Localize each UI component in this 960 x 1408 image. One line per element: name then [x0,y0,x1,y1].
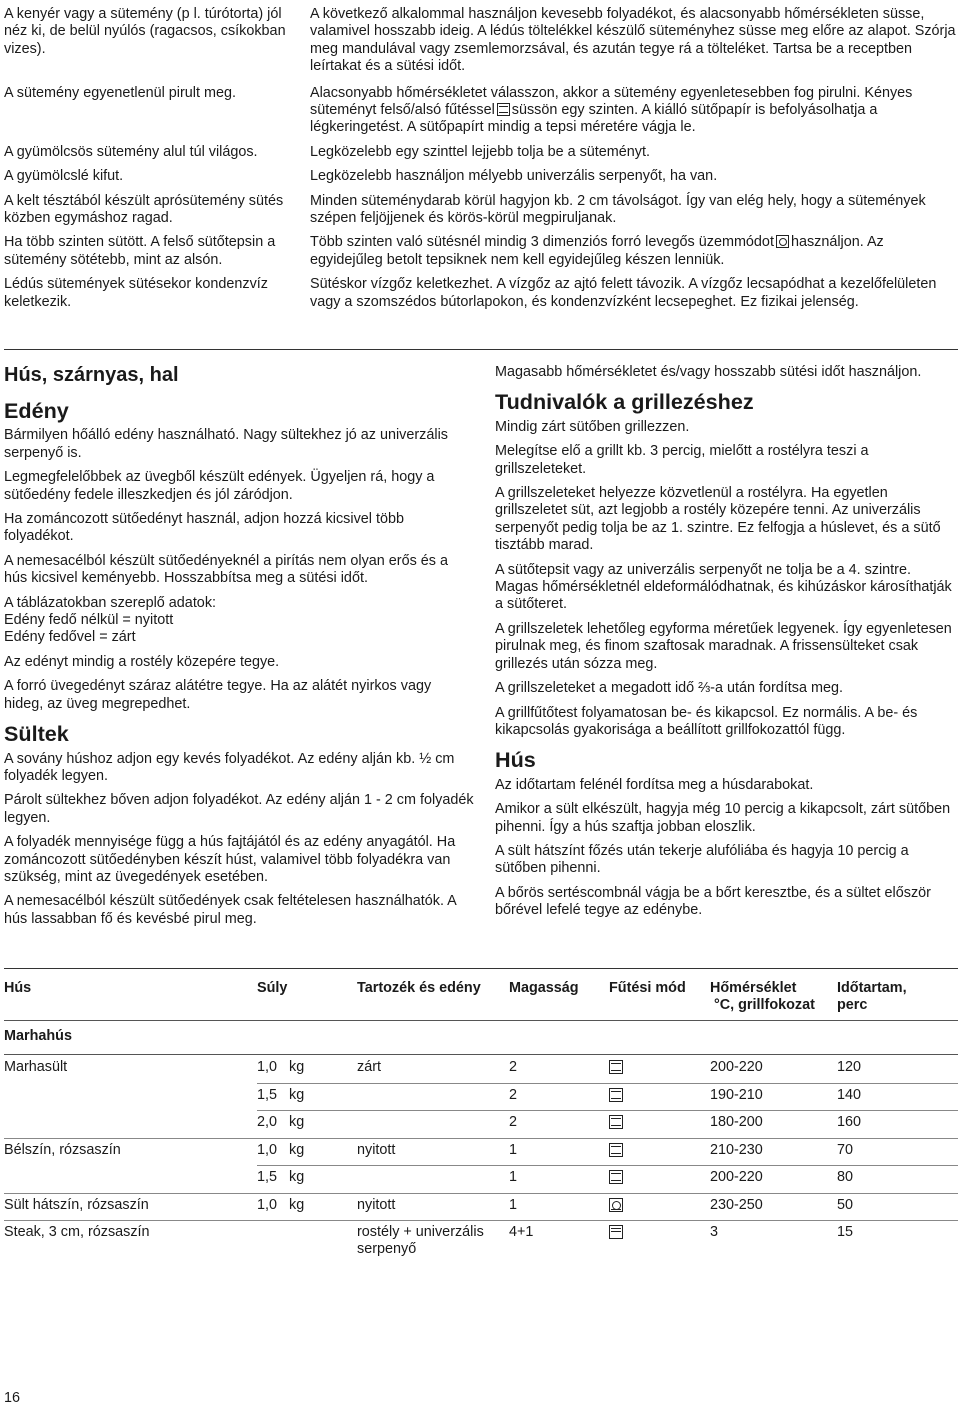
table-row [4,1138,958,1166]
cell-level: 1 [509,1196,518,1213]
table-row [4,1110,958,1138]
paragraph: Legmegfelelőbbek az üvegből készült edények. Ügyeljen rá, hogy a sütőedény fedele illeszkedjen és jól záródjon. [4,469,435,503]
left-column [4,362,474,935]
subheading-hus: Hús [495,747,536,773]
cell-duration: 120 [837,1059,862,1075]
header-level: Magasság [509,980,579,996]
paragraph: A grillszeleteket a megadott idő ⅔-a után fordítsa meg. [495,680,843,697]
table-header [4,980,958,1020]
trouble-row [4,144,958,161]
accessory-text: serpenyő [357,1241,417,1258]
paragraph: Az időtartam felénél fordítsa meg a húsdarabokat. [495,776,814,793]
trouble-row [4,6,958,76]
cell-meat: Marhasült [4,1059,68,1075]
table-row [4,1083,958,1111]
cell-duration: 140 [837,1086,862,1103]
weight-value: 2,0 [257,1114,278,1130]
hot-air-3d-icon [776,235,789,248]
convection-grill-icon [609,1198,623,1212]
cell-duration: 15 [837,1224,854,1240]
remedy-text: Alacsonyabb hőmérsékletet válasszon, akkor a sütemény egyenletesebben fog pirulni. Kényes süteményt felső/alsó fűtéssel [310,84,913,119]
paragraph: A bőrös sertéscombnál vágja be a bőrt keresztbe, és a sültet először bőrével lefelé tegye az edénybe. [495,884,931,919]
remedy-text: használjon. Az egyidejűleg betolt tepsiknek nem kell egyidejűleg készen lenniük. [310,234,884,268]
group-label: Marhahús [4,1028,72,1044]
cell-temperature: 200-220 [710,1059,763,1075]
cell-temperature: 190-210 [710,1086,763,1103]
cooking-table [4,980,958,1262]
section-title: Hús, szárnyas, hal [4,364,179,386]
top-bottom-heat-icon [609,1115,623,1129]
trouble-row [4,276,958,311]
paragraph: Amikor a sült elkészült, hagyja még 10 percig a kikapcsolt, zárt sütőben pihenni. Így a hús szaftja jobban eloszlik. [495,801,951,835]
cell-heating-mode [609,1142,709,1159]
trouble-remedy [310,234,958,269]
paragraph: A grillfűtőtest folyamatosan be- és kikapcsol. Ez normális. A be- és kikapcsolás gyakorisága a beállított grillfokozattól függ. [495,704,918,738]
cell-duration: 80 [837,1169,854,1185]
top-bottom-heat-icon [609,1088,623,1102]
top-bottom-heat-icon [497,103,510,116]
cell-heating-mode [609,1087,709,1104]
table-row [4,1165,958,1193]
paragraph: A forró üvegedényt száraz alátétre tegye. Ha az alátét nyirkos vagy hideg, az üveg megrepedhet. [4,678,432,712]
accessory-text: zárt [357,1059,381,1075]
header-duration: Időtartam, perc [837,980,907,1014]
weight-unit: kg [289,1141,305,1158]
accessory-text: nyitott [357,1196,396,1213]
weight-value: 1,5 [257,1086,278,1103]
paragraph: Edény fedő nélkül = nyitott [4,612,174,629]
table-group-row [4,1021,958,1054]
cell-weight [257,1224,355,1241]
table-top-rule [4,968,958,969]
cell-heating-mode [609,1114,709,1131]
weight-value: 1,5 [257,1169,278,1185]
weight-value: 1,0 [257,1141,278,1158]
accessory-text: rostély + univerzális [357,1224,484,1240]
remedy-text: Több szinten való sütésnél mindig 3 dimenziós forró levegős üzemmódot [310,234,774,251]
trouble-cause: A kenyér vagy a sütemény (p l. túrótorta) jól néz ki, de belül nyúlós (ragacsos, csíkokban vizes). [4,6,286,57]
cell-heating-mode [609,1224,709,1241]
trouble-row [4,234,958,269]
trouble-remedy [310,85,958,137]
paragraph: Magasabb hőmérsékletet és/vagy hosszabb sütési időt használjon. [495,364,922,380]
weight-value: 1,0 [257,1196,278,1213]
cell-weight [257,1197,355,1214]
paragraph: Bármilyen hőálló edény használható. Nagy sültekhez jó az univerzális serpenyő is. [4,427,448,461]
page-number: 16 [4,1390,21,1406]
trouble-remedy: A következő alkalommal használjon kevesebb folyadékot, és alacsonyabb hőmérsékleten süsse, valamivel hosszabb ideig. A lédús töltelékkel készülő süteményhez süsse meg előre az alapot. Szórja meg mandulával vagy zsemlemorzsával, és azután tegye rá a tölteléket. Tartsa be a receptben leírtakat és a sütési időt. [310,6,956,75]
header-heating-mode: Fűtési mód [609,980,686,996]
cell-meat: Steak, 3 cm, rózsaszín [4,1224,150,1240]
paragraph: Ha zománcozott sütőedényt használ, adjon hozzá kicsivel több folyadékot. [4,511,404,545]
cell-weight [257,1059,355,1076]
cell-level: 1 [509,1141,518,1158]
paragraph: Edény fedővel = zárt [4,629,136,646]
trouble-cause: Ha több szinten sütött. A felső sütőtepsin a sütemény sötétebb, mint az alsón. [4,234,276,268]
cell-temperature: 210-230 [710,1141,763,1158]
paragraph: A nemesacélból készült sütőedények csak feltételesen használhatók. A hús lassabban fő és kevésbé pirul meg. [4,893,456,927]
row-divider [4,1220,958,1221]
paragraph: A sütőtepsit vagy az univerzális serpenyőt ne tolja be a 4. szintre. Magas hőmérsékletnél eldeformálódhatnak, és kihúzáskor károsíthatják a sütőteret. [495,561,952,613]
trouble-row [4,193,958,228]
troubleshooting-table [4,6,958,311]
trouble-cause: A gyümölcsös sütemény alul túl világos. [4,143,258,160]
cell-level: 2 [509,1059,518,1075]
trouble-cause: A gyümölcslé kifut. [4,168,124,185]
cell-temperature: 230-250 [710,1196,763,1213]
top-bottom-heat-icon [609,1143,623,1157]
row-divider [257,1165,958,1166]
row-divider [257,1110,958,1111]
cell-accessory [357,1197,507,1214]
header-meat: Hús [4,980,32,996]
trouble-cause: A kelt tésztából készült aprósütemény sütés közben egymáshoz ragad. [4,192,284,227]
weight-value: 1,0 [257,1059,278,1075]
trouble-remedy: Legközelebb egy szinttel lejjebb tolja be a süteményt. [310,143,650,160]
table-row [4,1193,958,1221]
paragraph: A grillszeletek lehetőleg egyforma méretűek legyenek. Így egyenletesen pirulnak meg, és finom szaftosak maradnak. A frissensülteket csak grillezés után sózza meg. [495,620,952,672]
cell-weight [257,1087,355,1104]
cell-temperature: 180-200 [710,1114,763,1130]
paragraph: A folyadék mennyisége függ a hús fajtájától és az edény anyagától. Ha zománcozott sütőedényben készít húst, valamivel több folyadékra van szükség, mint az üvegedények esetében. [4,834,456,885]
subheading-sultek: Sültek [4,721,69,747]
header-temperature: Hőmérséklet °C, grillfokozat [710,980,815,1014]
table-row [4,1220,958,1262]
paragraph: Melegítse elő a grillt kb. 3 percig, mielőtt a rostélyra teszi a grillszeleteket. [495,443,869,477]
cell-weight [257,1142,355,1159]
trouble-remedy: Minden süteménydarab körül hagyjon kb. 2 cm távolságot. Így van elég hely, hogy a sütemények szépen feljöjjenek és körös-körül megpiruljanak. [310,192,926,227]
trouble-remedy: Legközelebb használjon mélyebb univerzális serpenyőt, ha van. [310,168,718,185]
paragraph: A sült hátszínt főzés után tekerje alufóliába és hagyja 10 percig a sütőben pihenni. [495,842,909,877]
cell-level: 2 [509,1086,518,1103]
top-bottom-heat-icon [609,1060,623,1074]
section-divider [4,349,958,350]
cell-duration: 160 [837,1114,862,1130]
cell-accessory [357,1059,507,1076]
weight-unit: kg [289,1114,305,1130]
row-divider [4,1138,958,1139]
cell-weight [257,1169,355,1186]
trouble-cause: A sütemény egyenetlenül pirult meg. [4,84,236,101]
header-accessory: Tartozék és edény [357,980,481,996]
trouble-row [4,85,958,137]
row-divider [257,1083,958,1084]
cell-weight [257,1114,355,1131]
cell-meat: Bélszín, rózsaszín [4,1141,121,1158]
table-body [4,1055,958,1262]
table-row [4,1055,958,1083]
grill-icon [609,1225,623,1239]
paragraph: A sovány húshoz adjon egy kevés folyadékot. Az edény alján kb. ½ cm folyadék legyen. [4,750,455,784]
paragraph: Az edényt mindig a rostély közepére tegye. [4,653,280,670]
weight-unit: kg [289,1169,305,1185]
cell-accessory [357,1224,507,1259]
accessory-text: nyitott [357,1141,396,1158]
cell-duration: 50 [837,1196,854,1213]
paragraph: Mindig zárt sütőben grillezzen. [495,418,690,435]
cell-meat: Sült hátszín, rózsaszín [4,1196,149,1213]
paragraph: A táblázatokban szereplő adatok: [4,594,217,611]
cell-level: 1 [509,1169,518,1185]
cell-heating-mode [609,1197,709,1214]
paragraph: Párolt sültekhez bőven adjon folyadékot. Az edény alján 1 - 2 cm folyadék legyen. [4,792,474,826]
remedy-text: süssön egy szinten. A kiálló sütőpapír is befolyásolhatja a légkeringetést. A sütőpapírt mindig a tepsi méretére vágja le. [310,102,878,136]
cell-temperature: 3 [710,1224,719,1240]
weight-unit: kg [289,1086,305,1103]
trouble-cause: Lédús sütemények sütésekor kondenzvíz keletkezik. [4,276,268,310]
cell-duration: 70 [837,1141,854,1158]
paragraph: A grillszeleteket helyezze közvetlenül a rostélyra. Ha egyetlen grillszeletet süt, azt legjobb a rostély közepére tenni. Az univerzális serpenyőt pedig tolja be az 1. szintre. Ez felfogja a húslevet, és a sütő tisztább marad. [495,485,941,554]
cell-level: 2 [509,1114,518,1130]
weight-unit: kg [289,1196,305,1213]
cell-heating-mode [609,1059,709,1076]
cell-temperature: 200-220 [710,1169,763,1185]
weight-unit: kg [289,1059,305,1075]
cell-level: 4+1 [509,1224,534,1240]
row-divider [4,1193,958,1194]
cell-heating-mode [609,1169,709,1186]
header-weight: Súly [257,980,288,996]
paragraph: A nemesacélból készült sütőedényeknél a pirítás nem olyan erős és a hús kicsivel keményebb. Hosszabbítsa meg a sütési időt. [4,552,448,587]
trouble-row [4,168,958,185]
subheading-edeny: Edény [4,398,69,423]
right-column [495,364,957,927]
cell-accessory [357,1142,507,1159]
subheading-grill: Tudnivalók a grillezéshez [495,389,754,415]
top-bottom-heat-icon [609,1170,623,1184]
trouble-remedy: Sütéskor vízgőz keletkezhet. A vízgőz az ajtó felett távozik. A vízgőz lecsapódhat a kezelőfelületen vagy a szomszédos bútorlapokon, és kondenzvízként lecsepeghet. Ez fizikai jelenség. [310,276,937,310]
